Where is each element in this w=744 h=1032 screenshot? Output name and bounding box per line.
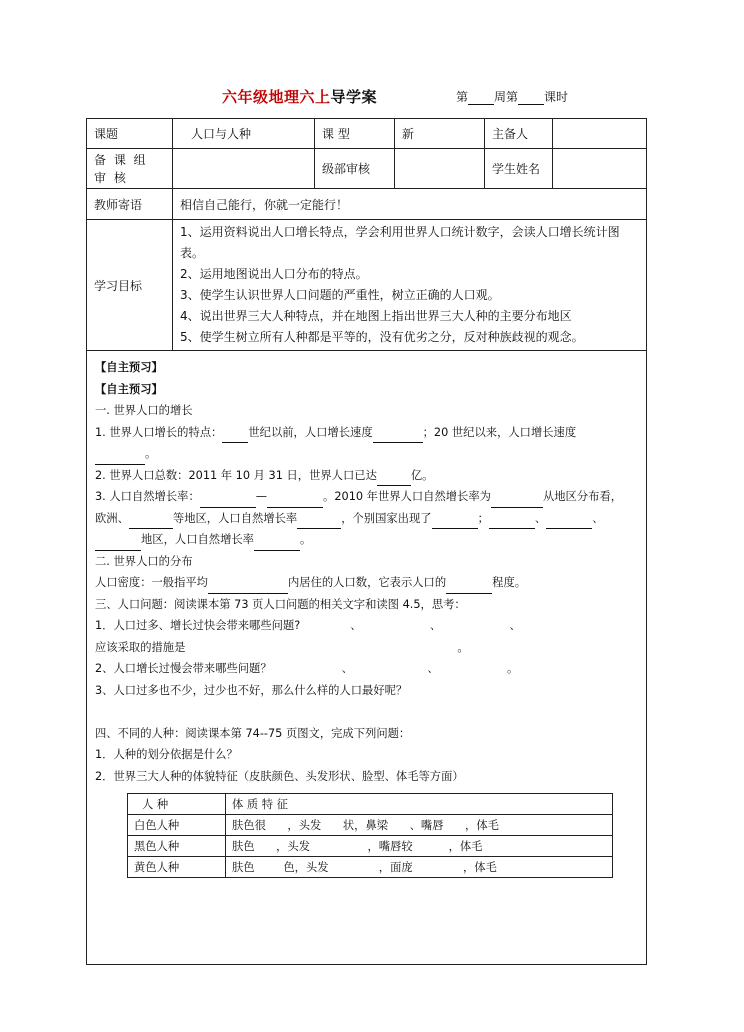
question-1-measures: 应该采取的措施是 。	[95, 640, 469, 654]
fill-blank[interactable]	[95, 538, 141, 551]
preview-heading: 【自主预习】	[95, 361, 163, 374]
question-4: 1．人种的划分依据是什么？	[95, 748, 238, 761]
density-line: 人口密度：一般指平均 内居住的人口数，它表示人口的 程度。	[95, 572, 638, 594]
race-row	[128, 815, 613, 836]
title-grade: 六年级	[222, 88, 269, 106]
teacher-message: 相信自己能行，你就一定能行！	[173, 189, 647, 220]
page-title	[222, 86, 377, 107]
teacher-message-label: 教师寄语	[87, 189, 173, 220]
topic-label: 课题	[87, 119, 173, 149]
section-races-title: 四、不同的人种：阅读课本第 74--75 页图文，完成下列问题：	[95, 726, 411, 740]
group-review-label: 备 课 组 审 核	[87, 149, 173, 189]
race-features[interactable]: 肤色很 ，头发 状，鼻梁 、嘴唇 ，体毛	[226, 815, 613, 836]
growth-line-1: 1. 世界人口增长的特点： 世纪以前，人口增长速度 ；20 世纪以来，人口增长速度	[95, 422, 638, 444]
growth-line-5: 地区，人口自然增长率 。	[95, 529, 638, 551]
dept-review-value[interactable]	[395, 149, 485, 189]
race-features-table	[127, 793, 613, 878]
student-name-value[interactable]	[553, 149, 647, 189]
row-goals	[87, 220, 647, 351]
goals-label: 学习目标	[87, 220, 173, 351]
goal-item: 1、运用资料说出人口增长特点，学会利用世界人口统计数字，会读人口增长统计图表。	[180, 225, 620, 260]
student-name-label: 学生姓名	[485, 149, 553, 189]
type-value: 新	[395, 119, 485, 149]
row-teacher-message	[87, 189, 647, 220]
goal-item: 2、运用地图说出人口分布的特点。	[180, 267, 368, 281]
fill-blank[interactable]	[546, 516, 592, 529]
growth-line-1b: 。	[95, 443, 638, 465]
goal-item: 5、使学生树立所有人种都是平等的，没有优劣之分，反对种族歧视的观念。	[180, 330, 584, 344]
question-5: 2．世界三大人种的体貌特征（皮肤颜色、头发形状、脸型、体毛等方面）	[95, 769, 464, 783]
race-name: 白色人种	[128, 815, 226, 836]
preview-heading: 【自主预习】	[95, 382, 163, 396]
growth-line-4: 欧洲、 等地区，人口自然增长率 ，个别国家出现了 ； 、 、	[95, 508, 638, 530]
week-suffix: 课时	[544, 90, 569, 104]
title-subject: 地理六上	[268, 88, 331, 106]
section-growth-title: 一. 世界人口的增长	[95, 404, 193, 417]
fill-blank[interactable]	[208, 581, 288, 594]
fill-blank[interactable]	[373, 430, 423, 443]
question-2: 2、人口增长过慢会带来哪些问题？ 、 、 。	[95, 662, 519, 675]
race-row	[128, 857, 613, 878]
week-mid: 周第	[494, 90, 519, 104]
lesson-blank[interactable]	[518, 92, 544, 105]
goal-item: 4、说出世界三大人种特点，并在地图上指出世界三大人种的主要分布地区	[180, 309, 572, 323]
week-lesson-line	[456, 88, 568, 105]
goals-list	[173, 220, 647, 351]
race-features[interactable]: 肤色 ，头发 ，嘴唇较 ，体毛	[226, 836, 613, 857]
group-review-value[interactable]	[173, 149, 315, 189]
goal-item: 3、使学生认识世界人口问题的严重性，树立正确的人口观。	[180, 288, 500, 302]
preparer-value[interactable]	[553, 119, 647, 149]
dept-review-label: 级部审核	[315, 149, 395, 189]
row-preview	[87, 351, 647, 965]
preparer-label: 主备人	[485, 119, 553, 149]
preview-section	[87, 351, 647, 965]
question-1: 1．人口过多、增长过快会带来哪些问题? 、 、 、	[95, 619, 521, 632]
question-3: 3、人口过多也不少，过少也不好，那么什么样的人口最好呢？	[95, 683, 408, 697]
fill-blank[interactable]	[377, 473, 411, 486]
topic-value: 人口与人种	[173, 119, 315, 149]
fill-blank[interactable]	[254, 538, 300, 551]
fill-blank[interactable]	[489, 516, 535, 529]
row-review	[87, 149, 647, 189]
spacer	[95, 701, 638, 723]
fill-blank[interactable]	[129, 516, 173, 529]
fill-blank[interactable]	[267, 495, 323, 508]
fill-blank[interactable]	[200, 495, 256, 508]
fill-blank[interactable]	[297, 516, 341, 529]
race-features[interactable]: 肤色 色，头发 ，面庞 ，体毛	[226, 857, 613, 878]
growth-line-3: 3. 人口自然增长率： — 。2010 年世界人口自然增长率为 从地区分布看，	[95, 486, 638, 508]
section-problems-title: 三、人口问题：阅读课本第 73 页人口问题的相关文字和读图 4.5，思考：	[95, 597, 466, 611]
week-blank[interactable]	[468, 92, 494, 105]
race-table-header	[128, 794, 613, 815]
race-name: 黑色人种	[128, 836, 226, 857]
fill-blank[interactable]	[446, 581, 492, 594]
week-prefix: 第	[456, 90, 469, 104]
growth-line-2: 2. 世界人口总数：2011 年 10 月 31 日，世界人口已达 亿。	[95, 465, 638, 487]
fill-blank[interactable]	[432, 516, 478, 529]
header	[0, 86, 744, 110]
fill-blank[interactable]	[222, 430, 248, 443]
race-header-cell: 体 质 特 征	[226, 794, 613, 815]
title-suffix: 导学案	[330, 88, 378, 106]
race-row	[128, 836, 613, 857]
race-name: 黄色人种	[128, 857, 226, 878]
section-distribution-title: 二. 世界人口的分布	[95, 554, 193, 568]
fill-blank[interactable]	[491, 495, 543, 508]
type-label: 课 型	[315, 119, 395, 149]
fill-blank[interactable]	[95, 452, 145, 465]
race-header-cell: 人 种	[128, 794, 226, 815]
lesson-plan-table	[86, 118, 647, 965]
row-topic	[87, 119, 647, 149]
